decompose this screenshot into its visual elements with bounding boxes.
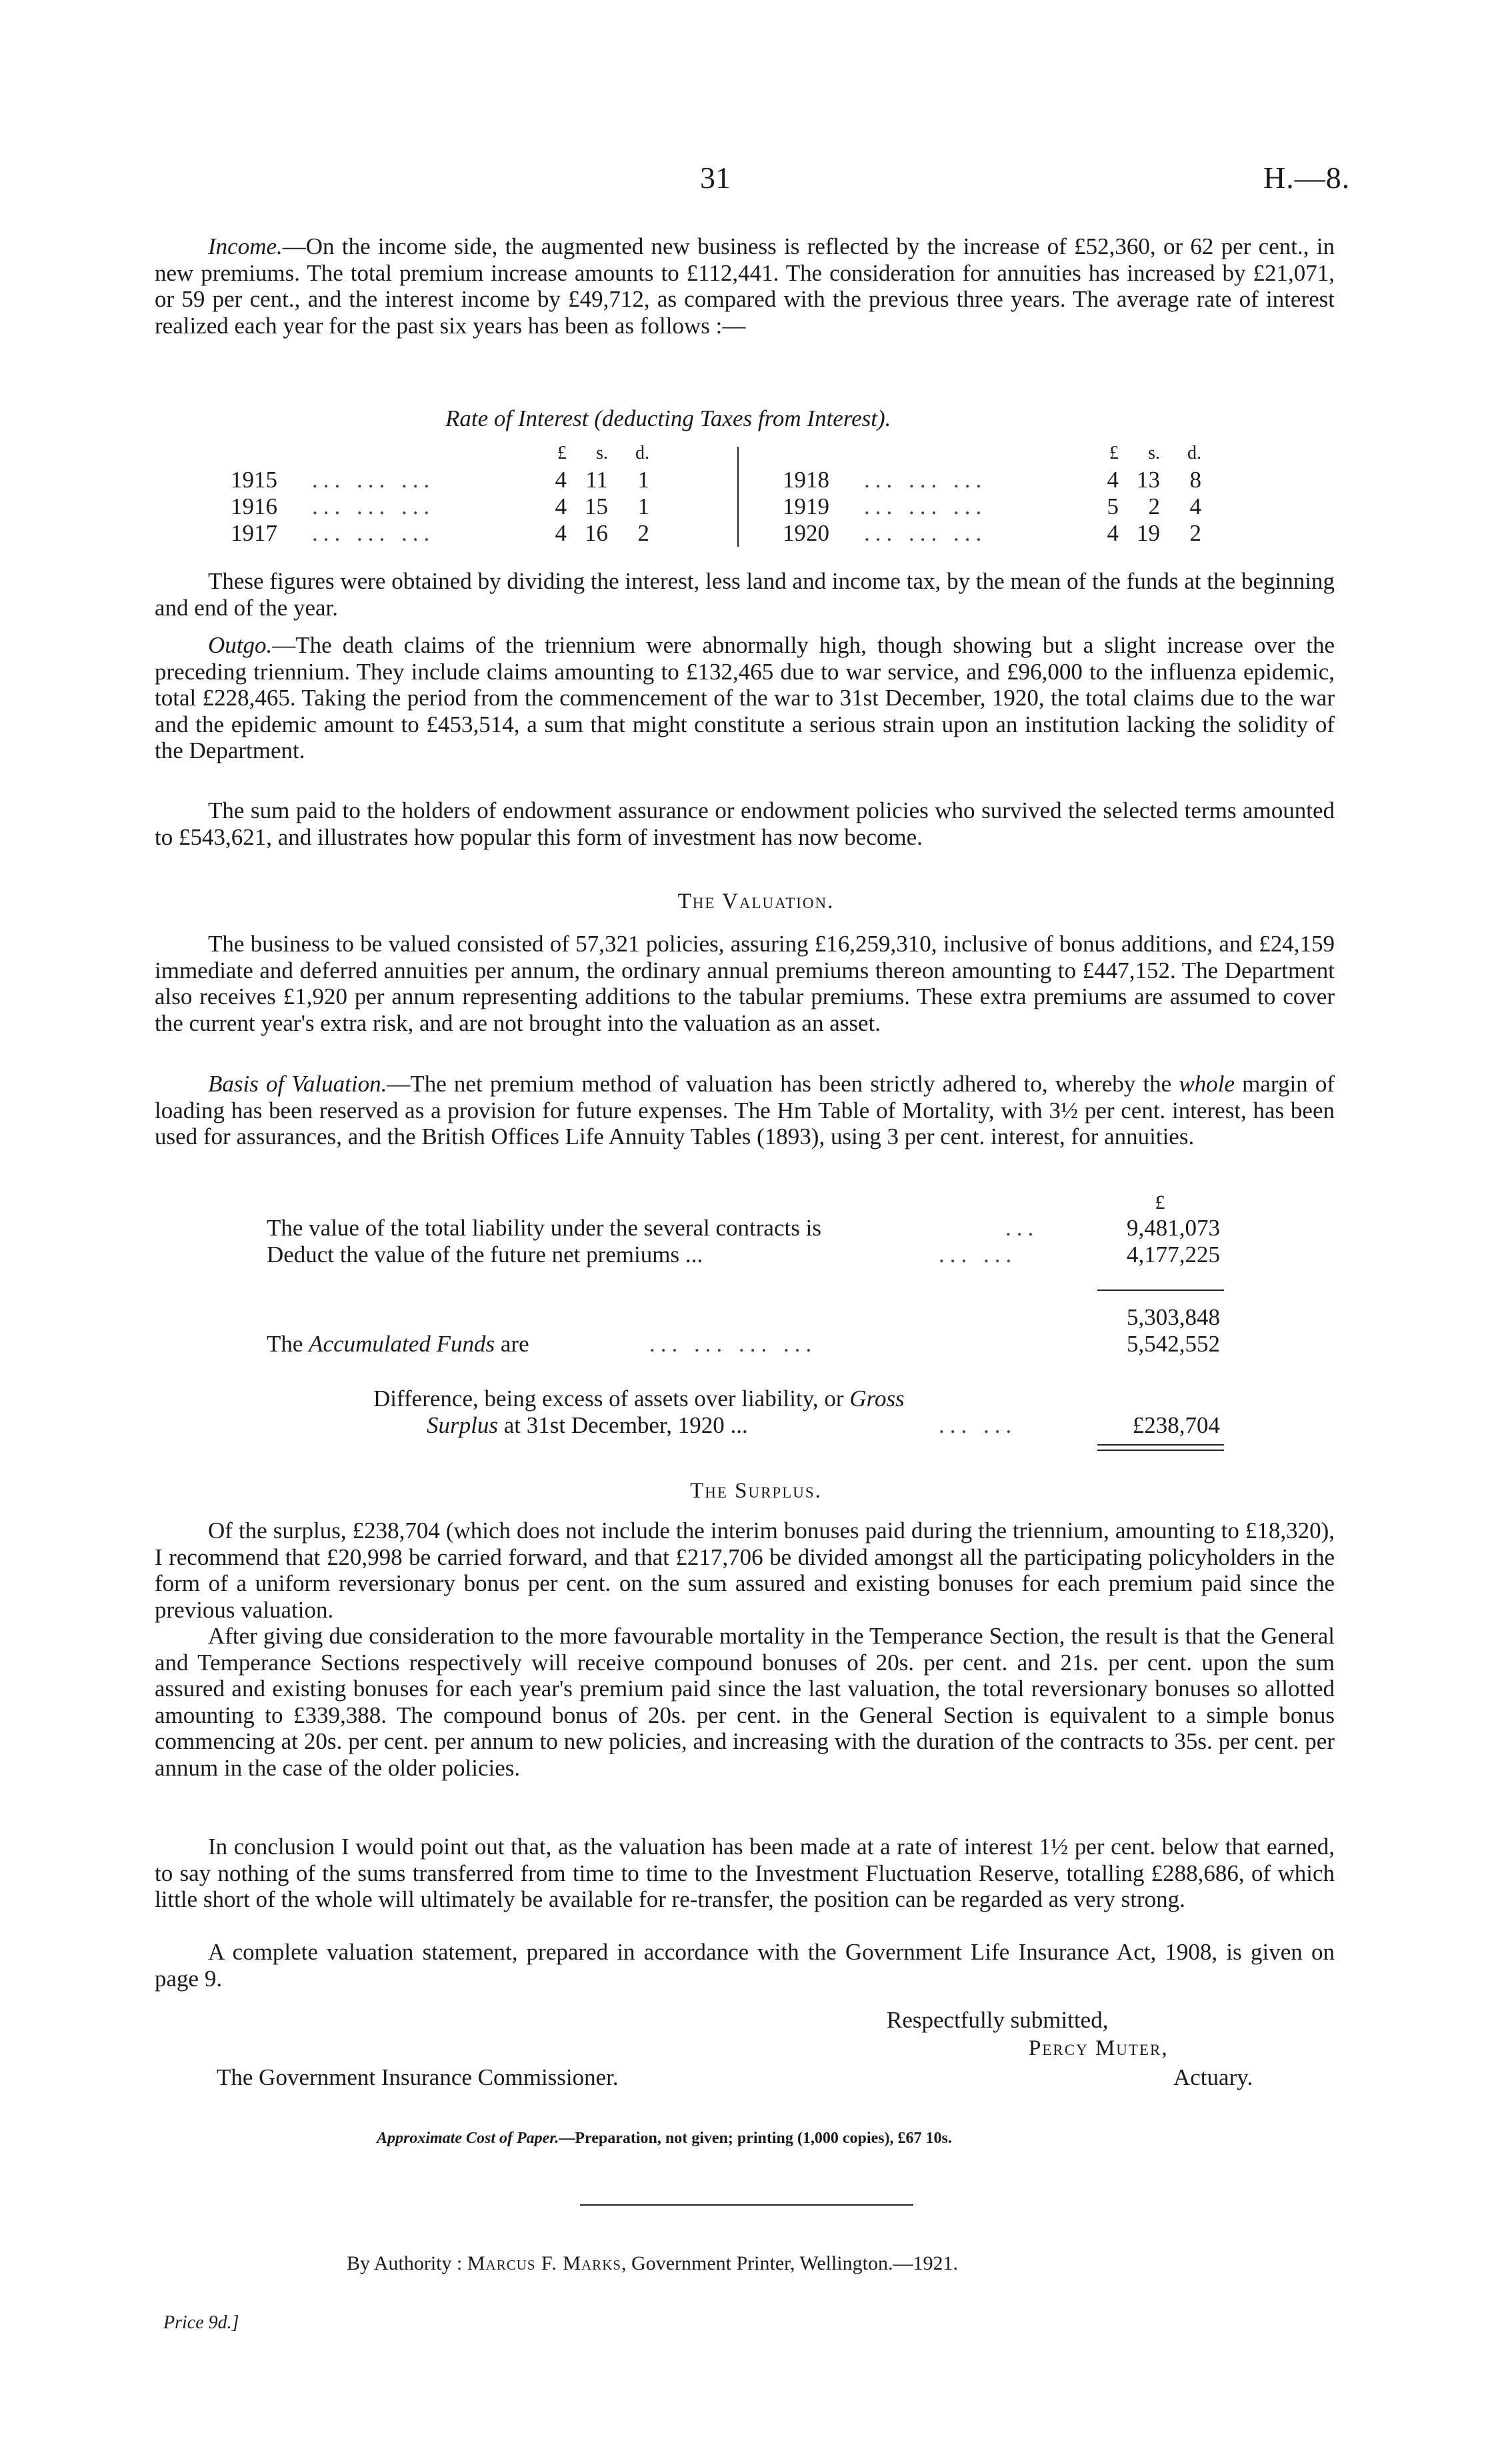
signoff-name: Percy Muter, [1029, 2036, 1169, 2060]
premiums-label: Deduct the value of the future net premiums ... [267, 1242, 703, 1268]
valuation-heading: The Valuation. [677, 889, 835, 913]
rate-year: 1916 [231, 493, 277, 519]
rate-pence: 1 [637, 467, 649, 493]
printer-imprint [347, 2252, 958, 2275]
difference-dots: ... ... [939, 1412, 1017, 1438]
rate-year: 1915 [231, 467, 277, 493]
rate-year: 1920 [783, 520, 829, 546]
rate-shillings: 13 [1137, 467, 1160, 493]
rate-table-right [779, 440, 1205, 547]
difference-text-a: Difference, being excess of assets over liability, or [373, 1386, 850, 1412]
rate-pounds: 4 [555, 467, 567, 493]
premiums-value: 4,177,225 [1127, 1242, 1220, 1268]
basis-whole: whole [1179, 1071, 1235, 1097]
unit-pounds: £ [557, 443, 567, 463]
liability-label: The value of the total liability under the several contracts is [267, 1215, 821, 1241]
basis-text-b: margin of loading has been reserved as a provision for future expenses. The Hm Table of Mortality, with 3½ per cent. interest, has been used for assurances, and the British Offices Life Annuity Tables (1893), using 3 per cent. interest, for annuities. [155, 1071, 1335, 1149]
funds-value: 5,542,552 [1127, 1331, 1220, 1357]
rate-row [779, 520, 1205, 547]
rate-shillings: 16 [585, 520, 608, 546]
total-rule-1 [1097, 1444, 1224, 1446]
unit-pounds: £ [1109, 443, 1119, 463]
income-paragraph [155, 233, 1335, 339]
funds-label-italic: Accumulated Funds [309, 1331, 495, 1357]
unit-shillings: s. [596, 443, 608, 463]
surplus-paragraph-4: A complete valuation statement, prepared in accordance with the Government Life Insurance Act, 1908, is given on page 9. [155, 1939, 1335, 1992]
imprint-rule [580, 2204, 913, 2206]
rate-row [227, 467, 653, 493]
rate-year: 1919 [783, 493, 829, 519]
rate-pence: 8 [1189, 467, 1201, 493]
rate-year: 1917 [231, 520, 277, 546]
rate-dots: ... ... ... [312, 493, 435, 519]
funds-dots: ... ... ... ... [649, 1331, 817, 1357]
difference-text-b: at 31st December, 1920 ... [497, 1412, 748, 1438]
cost-note [377, 2130, 952, 2148]
unit-pence: d. [1187, 443, 1201, 463]
difference-surplus: Surplus [427, 1412, 498, 1438]
rate-dots: ... ... ... [864, 493, 987, 519]
page-number: 31 [700, 161, 731, 195]
rate-pounds: 4 [1107, 520, 1119, 546]
funds-label-b: are [495, 1331, 529, 1357]
rate-row [779, 493, 1205, 520]
rate-pounds: 4 [555, 520, 567, 546]
premiums-dots: ... ... [939, 1242, 1017, 1268]
rate-dots: ... ... ... [864, 520, 987, 546]
rate-shillings: 19 [1137, 520, 1160, 546]
difference-line-2 [427, 1412, 748, 1439]
signoff-title: Actuary. [1173, 2064, 1253, 2090]
subtotal-value: 5,303,848 [1127, 1304, 1220, 1330]
signoff-closing: Respectfully submitted, [887, 2007, 1109, 2033]
rate-pence: 2 [637, 520, 649, 546]
outgo-lead: Outgo. [208, 632, 273, 658]
imprint-prefix: By Authority : [347, 2252, 467, 2274]
surplus-heading: The Surplus. [690, 1479, 822, 1503]
gross-surplus-value: £238,704 [1132, 1412, 1220, 1438]
rate-shillings: 11 [585, 467, 608, 493]
price: Price 9d.] [163, 2312, 239, 2333]
liability-dots: ... [1005, 1215, 1039, 1241]
total-rule-2 [1097, 1450, 1224, 1451]
imprint-suffix: , Government Printer, Wellington.—1921. [621, 2252, 958, 2274]
funds-label [267, 1331, 529, 1358]
rate-table-divider [737, 447, 739, 547]
rate-dots: ... ... ... [312, 467, 435, 493]
subtotal-rule [1097, 1290, 1224, 1291]
rate-row [227, 520, 653, 547]
signoff-addressee: The Government Insurance Commissioner. [217, 2064, 619, 2090]
surplus-paragraph-3: In conclusion I would point out that, as the valuation has been made at a rate of interest 1½ per cent. below that earned, to say nothing of the sums transferred from time to time to the Investment Fluctuation Reserve, totalling £288,686, of which little short of the whole will ultimately be available for re-transfer, the position can be regarded as very strong. [155, 1834, 1335, 1912]
rate-year: 1918 [783, 467, 829, 493]
rate-row [227, 493, 653, 520]
rate-dots: ... ... ... [312, 520, 435, 546]
funds-label-a: The [267, 1331, 309, 1357]
rate-row [779, 467, 1205, 493]
income-text: —On the income side, the augmented new business is reflected by the increase of £52,360, or 62 per cent., in new premiums. The total premium increase amounts to £112,441. The consideration for annuities has increased by £21,071, or 59 per cent., and the interest income by £49,712, as compared with the previous three years. The average rate of interest realized each year for the past six years has been as follows :— [155, 233, 1335, 339]
surplus-paragraph-2: After giving due consideration to the more favourable mortality in the Temperance Section, the result is that the General and Temperance Sections respectively will receive compound bonuses of 20s. per cent. and 21s. per cent. upon the sum assured and existing bonuses for each year's premium paid since the last valuation, the total reversionary bonuses so allotted amounting to £339,388. The compound bonus of 20s. per cent. in the General Section is equivalent to a simple bonus commencing at 20s. per cent. per annum to new policies, and increasing with the duration of the contracts to 35s. per cent. per annum in the case of the older policies. [155, 1623, 1335, 1781]
basis-lead: Basis of Valuation. [208, 1071, 387, 1097]
income-lead: Income. [208, 233, 283, 259]
unit-shillings: s. [1148, 443, 1160, 463]
unit-pence: d. [635, 443, 649, 463]
outgo-text: —The death claims of the triennium were abnormally high, though showing but a slight increase over the preceding triennium. They include claims amounting to £132,465 due to war service, and £96,000 to the influenza epidemic, total £228,465. Taking the period from the commencement of the war to 31st December, 1920, the total claims due to the war and the epidemic amount to £453,514, a sum that might constitute a serious strain upon an institution lacking the solidity of the Department. [155, 632, 1335, 763]
valuation-paragraph: The business to be valued consisted of 57,321 policies, assuring £16,259,310, inclusive of bonus additions, and £24,159 immediate and deferred annuities per annum, the ordinary annual premiums thereon amounting to £447,152. The Department also receives £1,920 per annum representing additions to the tabular premiums. These extra premiums are assumed to cover the current year's extra risk, and are not brought into the valuation as an asset. [155, 931, 1335, 1036]
surplus-paragraph-1: Of the surplus, £238,704 (which does not include the interim bonuses paid during the triennium, amounting to £18,320), I recommend that £20,998 be carried forward, and that £217,706 be divided amongst all the participating policyholders in the form of a uniform reversionary bonus per cent. on the sum assured and existing bonuses for each premium paid since the previous valuation. [155, 1518, 1335, 1623]
rate-pounds: 5 [1107, 493, 1119, 519]
cost-note-lead: Approximate Cost of Paper. [377, 2130, 559, 2147]
rate-shillings: 15 [585, 493, 608, 519]
rate-table-caption: Rate of Interest (deducting Taxes from Interest). [445, 405, 891, 431]
liability-value: 9,481,073 [1127, 1215, 1220, 1241]
imprint-printer: Marcus F. Marks [467, 2252, 622, 2274]
basis-text-a: —The net premium method of valuation has been strictly adhered to, whereby the [387, 1071, 1179, 1097]
figures-note: These figures were obtained by dividing the interest, less land and income tax, by the mean of the funds at the beginning and end of the year. [155, 568, 1335, 621]
document-reference: H.—8. [1263, 161, 1351, 195]
rate-dots: ... ... ... [864, 467, 987, 493]
difference-line-1 [373, 1386, 905, 1412]
basis-paragraph [155, 1071, 1335, 1150]
rate-shillings: 2 [1148, 493, 1160, 519]
rate-pence: 2 [1189, 520, 1201, 546]
rate-pounds: 4 [1107, 467, 1119, 493]
rate-pounds: 4 [555, 493, 567, 519]
difference-gross: Gross [849, 1386, 905, 1412]
rate-table-left [227, 440, 653, 547]
endowment-paragraph: The sum paid to the holders of endowment assurance or endowment policies who survived the selected terms amounted to £543,621, and illustrates how popular this form of investment has now become. [155, 797, 1335, 850]
outgo-paragraph [155, 632, 1335, 764]
cost-note-text: —Preparation, not given; printing (1,000 copies), £67 10s. [559, 2130, 952, 2147]
rate-pence: 1 [637, 493, 649, 519]
rate-pence: 4 [1189, 493, 1201, 519]
valuation-currency: £ [1155, 1191, 1165, 1213]
